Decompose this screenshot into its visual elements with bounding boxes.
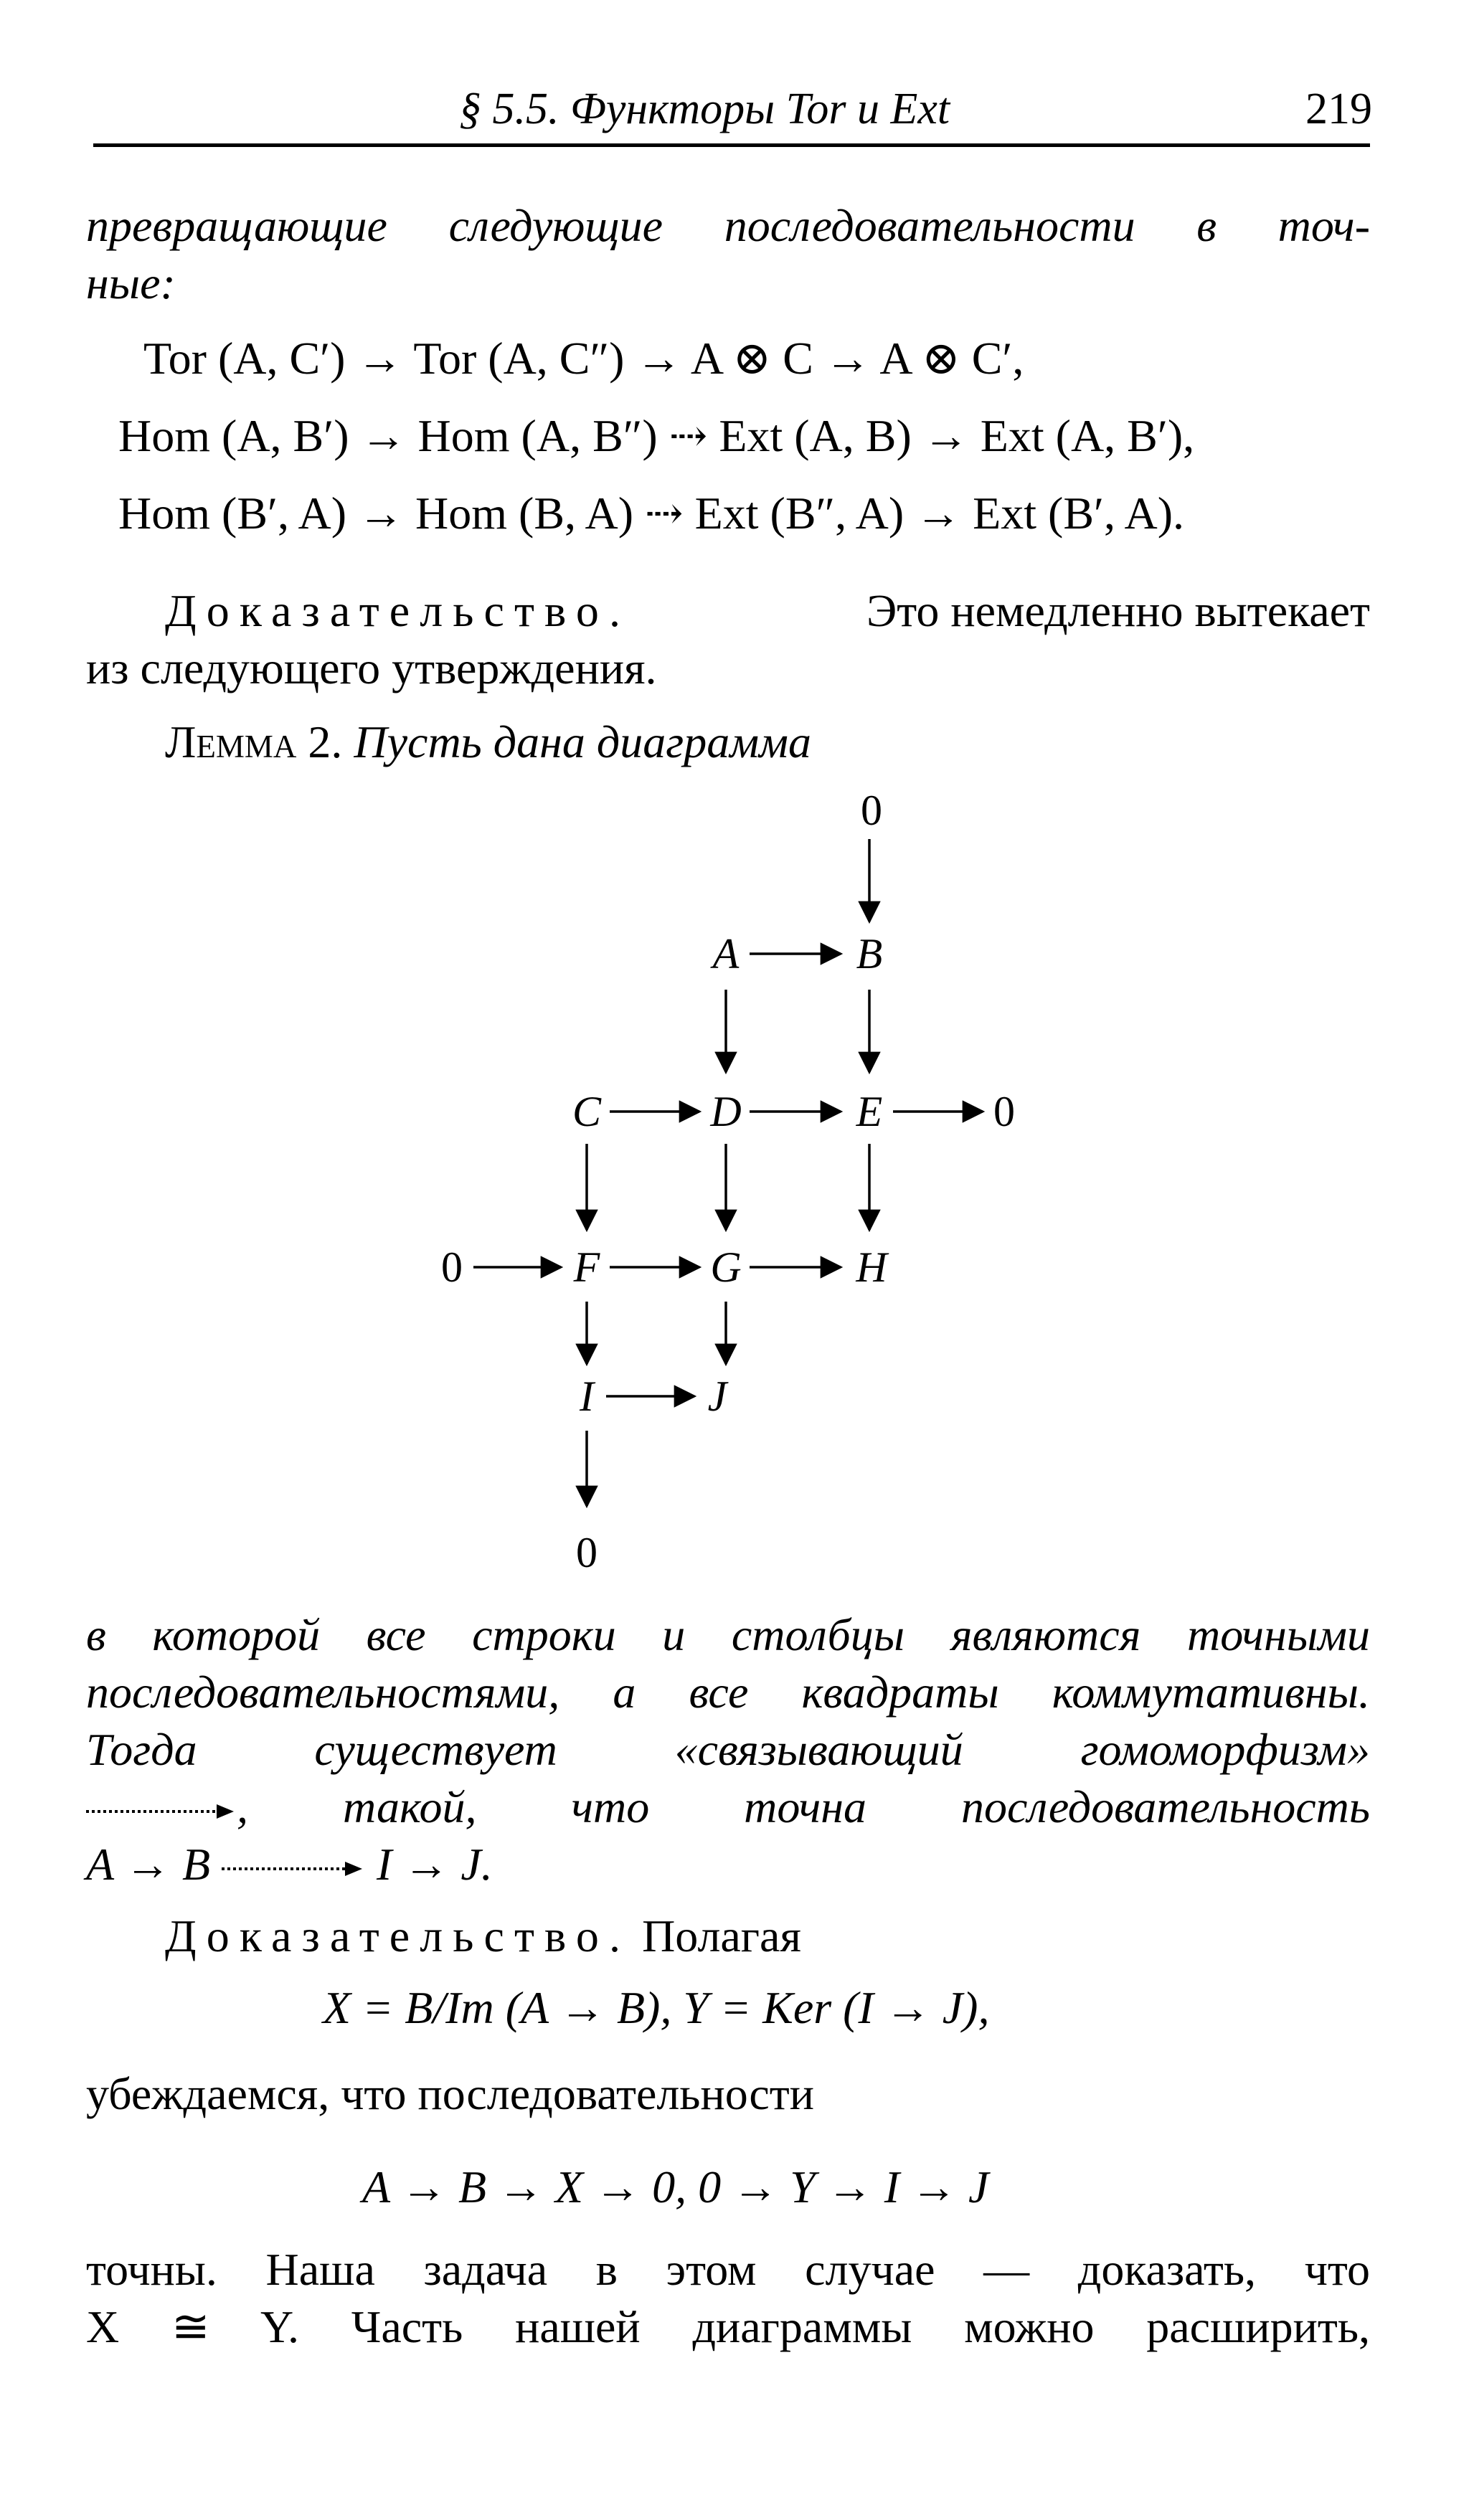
sequence-hom-ext-1: Hom (A, B′) → Hom (A, B″) ⇢ Ext (A, B) → Ext (A, B′), xyxy=(118,410,1195,461)
seq-I: I xyxy=(377,1839,392,1890)
proof2-line2: убеждаемся, что последовательности xyxy=(86,2068,814,2119)
para2-word-takoi: такой, xyxy=(342,1781,477,1832)
header-rule xyxy=(93,143,1370,147)
para2-word-posled: последовательность xyxy=(960,1781,1370,1832)
para2-line2: последовательностями, а все квадраты коммутативны. xyxy=(86,1667,1370,1718)
seq-B: B xyxy=(181,1839,211,1890)
commutative-diagram xyxy=(0,782,1469,1606)
para2-word-tochna: точна xyxy=(744,1781,866,1832)
lemma-line xyxy=(165,714,811,771)
proof2-line3: точны. Наша задача в этом случае — доказать, что xyxy=(86,2244,1370,2295)
lemma-text: Пусть дана диаграмма xyxy=(354,716,811,767)
node-B: B xyxy=(856,930,883,977)
para2-line1: в которой все строки и столбцы являются точными xyxy=(86,1609,1370,1660)
node-C: C xyxy=(572,1088,602,1135)
proof2-text: Полагая xyxy=(642,1910,801,1961)
node-I: I xyxy=(580,1373,594,1420)
lemma-label: Лемма 2. xyxy=(165,716,343,767)
node-E: E xyxy=(856,1088,883,1135)
node-top-zero: 0 xyxy=(861,787,882,834)
para2-line4 xyxy=(86,1778,1370,1836)
proof1-line1 xyxy=(165,582,1370,640)
proof-heading: Доказательство. xyxy=(165,585,631,636)
connecting-hom-arrow: , xyxy=(86,1778,248,1836)
sequence-tor: Tor (A, C′) → Tor (A, C″) → A ⊗ C → A ⊗ C′, xyxy=(143,333,1024,384)
para2-word-chto: что xyxy=(571,1781,650,1832)
node-G: G xyxy=(710,1244,742,1291)
node-D: D xyxy=(710,1088,742,1135)
node-bottom-zero: 0 xyxy=(576,1529,597,1576)
running-header: § 5.5. Функторы Tor и Ext xyxy=(459,85,950,133)
seq-arrow-2: → xyxy=(403,1839,450,1890)
para2-line5 xyxy=(86,1836,493,1893)
seq-A: A xyxy=(86,1839,113,1890)
sequence-hom-ext-2: Hom (B′, A) → Hom (B, A) ⇢ Ext (B″, A) → Ext (B′, A). xyxy=(118,488,1185,539)
proof2-line1 xyxy=(165,1908,801,1965)
seq-dotted-arrow xyxy=(222,1855,365,1883)
node-F: F xyxy=(573,1244,600,1291)
node-F-zero: 0 xyxy=(441,1244,463,1291)
proof2-formula2: A → B → X → 0, 0 → Y → I → J xyxy=(362,2161,989,2212)
seq-J: J. xyxy=(460,1839,493,1890)
para1-line2: ные: xyxy=(86,257,176,308)
proof2-formula: X = B/Im (A → B), Y = Ker (I → J), xyxy=(323,1982,990,2033)
page-number: 219 xyxy=(1305,85,1372,133)
para1-line1: превращающие следующие последовательности в точ- xyxy=(86,200,1370,251)
proof1-text: Это немедленно вытекает xyxy=(866,585,1370,636)
para2-line3: Тогда существует «связывающий гомоморфизм» xyxy=(86,1724,1370,1775)
proof1-line2: из следующего утверждения. xyxy=(86,643,657,693)
node-J: J xyxy=(707,1373,727,1420)
node-A: A xyxy=(712,930,740,977)
seq-arrow-1: → xyxy=(124,1839,171,1890)
proof2-line4: X ≅ Y. Часть нашей диаграммы можно расширить, xyxy=(86,2301,1370,2352)
node-H: H xyxy=(856,1244,887,1291)
node-E-zero: 0 xyxy=(993,1088,1015,1135)
proof2-heading: Доказательство. xyxy=(165,1910,631,1961)
